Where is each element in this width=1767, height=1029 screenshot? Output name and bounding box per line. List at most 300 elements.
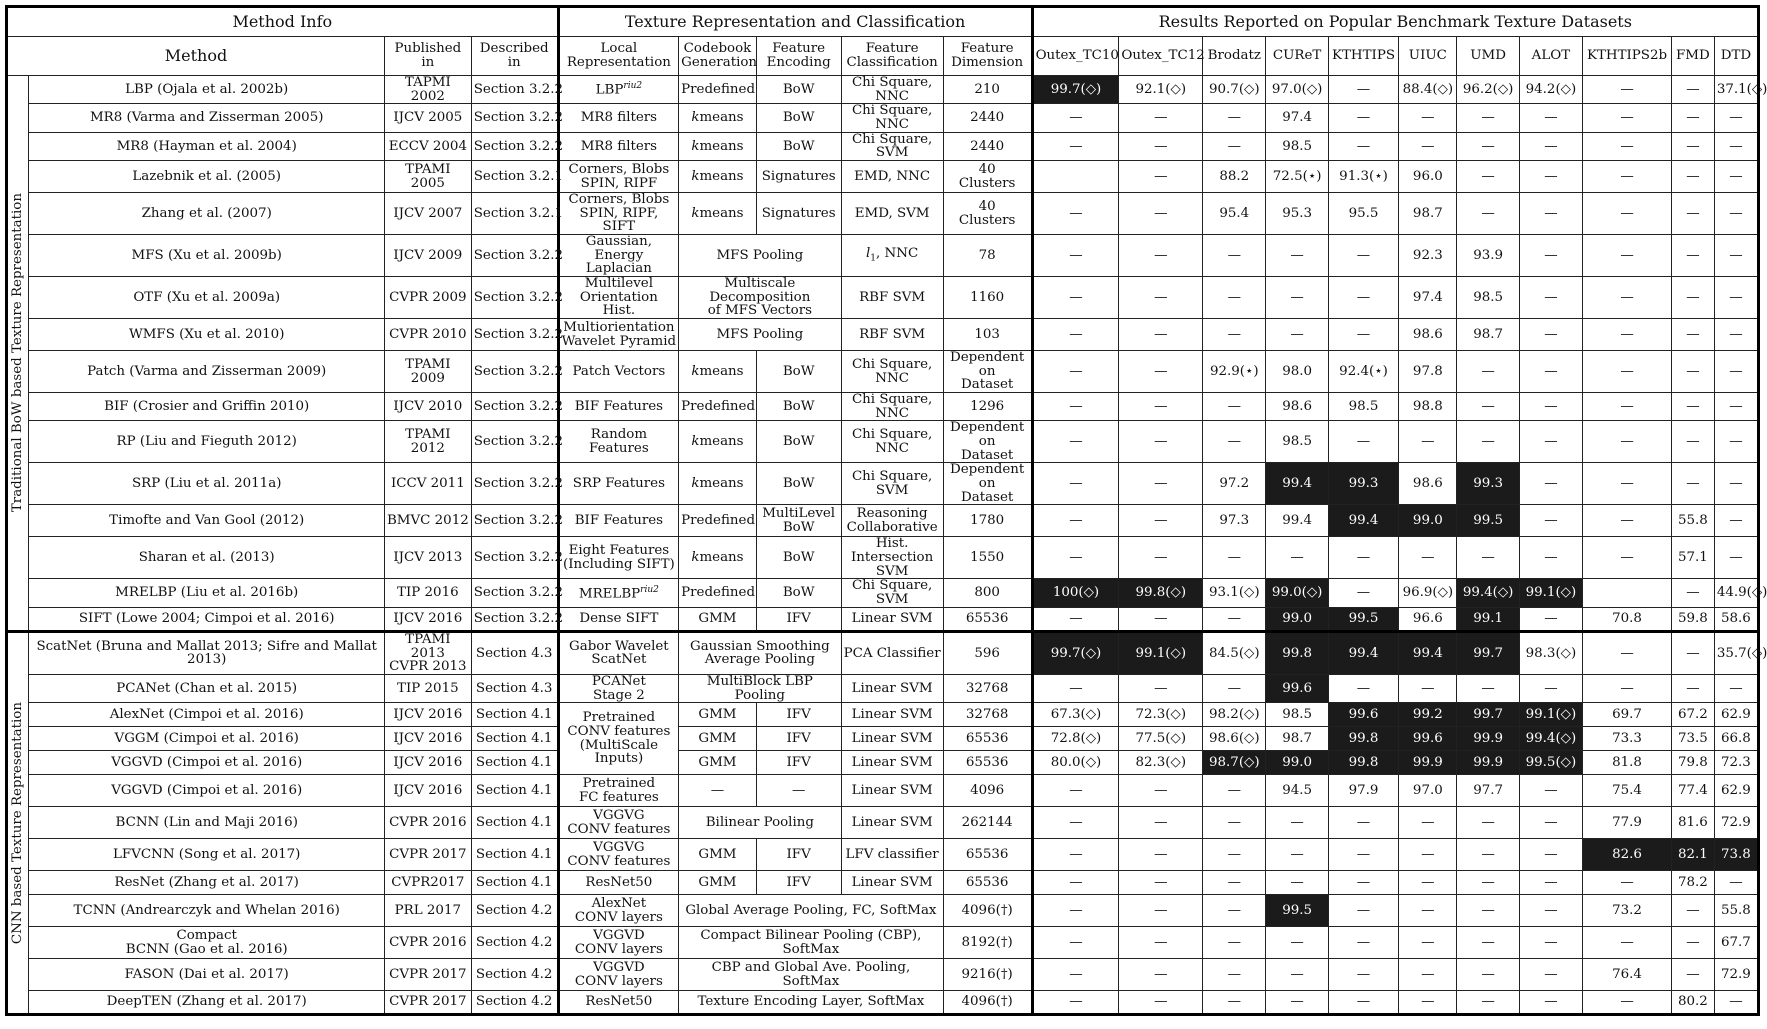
feature-dimension: 2440 <box>943 132 1032 160</box>
described-in: Section 3.2.2 <box>471 579 558 607</box>
result-alot: 94.2(◇) <box>1519 76 1582 104</box>
result-umd: 97.7 <box>1457 775 1519 807</box>
result-fmd: 73.5 <box>1671 727 1714 751</box>
published-in: ICCV 2011 <box>384 463 471 505</box>
result-fmd: — <box>1671 463 1714 505</box>
feature-dimension: 78 <box>943 235 1032 277</box>
result-alot: — <box>1519 193 1582 235</box>
result-kthtips2b: — <box>1583 421 1672 463</box>
result-brodatz: — <box>1203 775 1266 807</box>
result-dtd: 72.9 <box>1714 807 1758 839</box>
published-in: TAPMI 2002 <box>384 76 471 104</box>
feature-dimension: 1296 <box>943 393 1032 421</box>
result-kthtips2b: — <box>1583 871 1672 895</box>
result-brodatz: — <box>1203 235 1266 277</box>
result-curet: — <box>1266 319 1328 351</box>
result-alot: — <box>1519 807 1582 839</box>
described-in: Section 4.2 <box>471 991 558 1015</box>
result-curet: 99.0(◇) <box>1266 579 1328 607</box>
result-umd: — <box>1457 161 1519 193</box>
result-curet: — <box>1266 871 1328 895</box>
result-fmd: — <box>1671 421 1714 463</box>
result-uiuc: 98.6 <box>1399 463 1457 505</box>
column-header-curet: CUReT <box>1266 37 1328 76</box>
feature-classification: Chi Square, SVM <box>841 579 943 607</box>
result-brodatz: 98.2(◇) <box>1203 703 1266 727</box>
result-outex-tc12: — <box>1119 277 1203 319</box>
result-kthtips: — <box>1328 959 1398 991</box>
cnn-row <box>7 807 1759 839</box>
result-umd: — <box>1457 421 1519 463</box>
result-kthtips: 99.4 <box>1328 631 1398 674</box>
bow-row <box>7 393 1759 421</box>
method-name: SRP (Liu et al. 2011a) <box>29 463 384 505</box>
result-umd: — <box>1457 537 1519 579</box>
result-outex-tc12: — <box>1119 393 1203 421</box>
described-in: Section 3.2.1 <box>471 161 558 193</box>
result-outex-tc10: 100(◇) <box>1032 579 1119 607</box>
feature-classification: Chi Square, NNC <box>841 421 943 463</box>
result-kthtips: 99.8 <box>1328 727 1398 751</box>
feature-classification: Chi Square, NNC <box>841 393 943 421</box>
result-brodatz: — <box>1203 104 1266 132</box>
local-representation: $MRELBP^{riu2}$ <box>558 579 679 607</box>
published-in: CVPR 2010 <box>384 319 471 351</box>
column-header-umd: UMD <box>1457 37 1519 76</box>
result-curet: 98.7 <box>1266 727 1328 751</box>
codebook-encoding-merged: MultiBlock LBP Pooling <box>679 674 841 702</box>
result-umd: 99.1 <box>1457 607 1519 631</box>
method-name: VGGVD (Cimpoi et al. 2016) <box>29 751 384 775</box>
group-header-results: Results Reported on Popular Benchmark Texture Datasets <box>1032 7 1758 37</box>
published-in: IJCV 2005 <box>384 104 471 132</box>
result-fmd: 81.6 <box>1671 807 1714 839</box>
result-curet: — <box>1266 991 1328 1015</box>
bow-row <box>7 505 1759 537</box>
result-kthtips: 97.9 <box>1328 775 1398 807</box>
codebook-generation: kmeans <box>679 193 757 235</box>
result-fmd: 79.8 <box>1671 751 1714 775</box>
column-header-outex-tc10: Outex_TC10 <box>1032 37 1119 76</box>
described-in: Section 4.3 <box>471 631 558 674</box>
result-umd: 99.5 <box>1457 505 1519 537</box>
published-in: IJCV 2013 <box>384 537 471 579</box>
method-name: LFVCNN (Song et al. 2017) <box>29 839 384 871</box>
method-name: Timofte and Van Gool (2012) <box>29 505 384 537</box>
feature-dimension: 596 <box>943 631 1032 674</box>
result-dtd: — <box>1714 991 1758 1015</box>
codebook-generation: kmeans <box>679 463 757 505</box>
result-outex-tc12: — <box>1119 351 1203 393</box>
result-outex-tc12: — <box>1119 895 1203 927</box>
local-representation: Patch Vectors <box>558 351 679 393</box>
column-header-fmd: FMD <box>1671 37 1714 76</box>
result-alot: — <box>1519 319 1582 351</box>
result-uiuc: 98.8 <box>1399 393 1457 421</box>
cnn-row <box>7 991 1759 1015</box>
feature-classification: EMD, SVM <box>841 193 943 235</box>
group-header-method-info: Method Info <box>7 7 559 37</box>
bow-row <box>7 277 1759 319</box>
result-outex-tc12: — <box>1119 839 1203 871</box>
result-alot: — <box>1519 927 1582 959</box>
result-outex-tc10: — <box>1032 959 1119 991</box>
result-dtd: 62.9 <box>1714 703 1758 727</box>
result-alot: — <box>1519 674 1582 702</box>
result-dtd: — <box>1714 421 1758 463</box>
feature-classification: Linear SVM <box>841 751 943 775</box>
result-curet: 97.0(◇) <box>1266 76 1328 104</box>
method-name: Compact BCNN (Gao et al. 2016) <box>29 927 384 959</box>
result-uiuc: — <box>1399 807 1457 839</box>
local-representation: Multiorientation Wavelet Pyramid <box>558 319 679 351</box>
result-fmd: — <box>1671 579 1714 607</box>
result-brodatz: — <box>1203 537 1266 579</box>
cnn-row <box>7 727 1759 751</box>
feature-dimension: Dependent on Dataset <box>943 463 1032 505</box>
result-brodatz: — <box>1203 807 1266 839</box>
result-dtd: 73.8 <box>1714 839 1758 871</box>
result-alot: — <box>1519 235 1582 277</box>
result-outex-tc10: — <box>1032 839 1119 871</box>
published-in: TPAMI 2005 <box>384 161 471 193</box>
result-brodatz: 98.6(◇) <box>1203 727 1266 751</box>
codebook-generation: GMM <box>679 751 757 775</box>
result-outex-tc10: — <box>1032 193 1119 235</box>
result-curet: 99.8 <box>1266 631 1328 674</box>
result-umd: — <box>1457 193 1519 235</box>
result-fmd: — <box>1671 674 1714 702</box>
bow-row <box>7 351 1759 393</box>
result-outex-tc12: — <box>1119 537 1203 579</box>
result-outex-tc12: — <box>1119 319 1203 351</box>
feature-classification: EMD, NNC <box>841 161 943 193</box>
feature-dimension: 4096(†) <box>943 991 1032 1015</box>
result-alot: — <box>1519 393 1582 421</box>
result-brodatz: 84.5(◇) <box>1203 631 1266 674</box>
local-representation: VGGVG CONV features <box>558 839 679 871</box>
result-umd: 98.7 <box>1457 319 1519 351</box>
result-fmd: — <box>1671 104 1714 132</box>
result-umd: 99.7 <box>1457 631 1519 674</box>
result-outex-tc10: — <box>1032 319 1119 351</box>
described-in: Section 3.2.2 <box>471 505 558 537</box>
result-kthtips2b: — <box>1583 161 1672 193</box>
method-name: Sharan et al. (2013) <box>29 537 384 579</box>
result-outex-tc12: — <box>1119 421 1203 463</box>
local-representation: Pretrained FC features <box>558 775 679 807</box>
bow-row <box>7 76 1759 104</box>
result-outex-tc10: 67.3(◇) <box>1032 703 1119 727</box>
result-curet: 94.5 <box>1266 775 1328 807</box>
result-uiuc: 97.0 <box>1399 775 1457 807</box>
result-dtd: 72.9 <box>1714 959 1758 991</box>
method-name: Patch (Varma and Zisserman 2009) <box>29 351 384 393</box>
result-kthtips: — <box>1328 871 1398 895</box>
result-outex-tc12: 77.5(◇) <box>1119 727 1203 751</box>
codebook-generation: kmeans <box>679 161 757 193</box>
result-dtd: — <box>1714 319 1758 351</box>
feature-encoding: BoW <box>756 463 841 505</box>
result-kthtips2b: 73.3 <box>1583 727 1672 751</box>
codebook-generation: GMM <box>679 871 757 895</box>
result-alot: — <box>1519 463 1582 505</box>
feature-dimension: 40 Clusters <box>943 161 1032 193</box>
published-in: IJCV 2016 <box>384 775 471 807</box>
codebook-generation: kmeans <box>679 132 757 160</box>
codebook-encoding-merged: Multiscale Decomposition of MFS Vectors <box>679 277 841 319</box>
result-outex-tc10: — <box>1032 895 1119 927</box>
result-outex-tc12: 92.1(◇) <box>1119 76 1203 104</box>
result-umd: 99.3 <box>1457 463 1519 505</box>
result-umd: 93.9 <box>1457 235 1519 277</box>
result-alot: 99.4(◇) <box>1519 727 1582 751</box>
codebook-generation: kmeans <box>679 351 757 393</box>
column-header-feature-encoding: Feature Encoding <box>756 37 841 76</box>
result-dtd: 67.7 <box>1714 927 1758 959</box>
result-dtd: — <box>1714 351 1758 393</box>
codebook-generation: Predefined <box>679 393 757 421</box>
result-kthtips2b: — <box>1583 927 1672 959</box>
described-in: Section 3.2.2 <box>471 104 558 132</box>
result-alot: 99.1(◇) <box>1519 703 1582 727</box>
local-representation: Pretrained CONV features (MultiScale Inputs) <box>558 703 679 775</box>
result-kthtips: — <box>1328 579 1398 607</box>
result-kthtips2b: — <box>1583 132 1672 160</box>
cnn-row <box>7 703 1759 727</box>
described-in: Section 3.2.2 <box>471 235 558 277</box>
feature-dimension: 4096(†) <box>943 895 1032 927</box>
method-name: BCNN (Lin and Maji 2016) <box>29 807 384 839</box>
published-in: IJCV 2016 <box>384 703 471 727</box>
result-alot: — <box>1519 351 1582 393</box>
result-alot: 99.1(◇) <box>1519 579 1582 607</box>
method-name: RP (Liu and Fieguth 2012) <box>29 421 384 463</box>
result-umd: — <box>1457 393 1519 421</box>
feature-encoding: IFV <box>756 727 841 751</box>
method-name: ResNet (Zhang et al. 2017) <box>29 871 384 895</box>
result-kthtips2b: 75.4 <box>1583 775 1672 807</box>
result-brodatz: — <box>1203 674 1266 702</box>
published-in: TPAMI 2012 <box>384 421 471 463</box>
result-fmd: — <box>1671 193 1714 235</box>
published-in: IJCV 2010 <box>384 393 471 421</box>
published-in: CVPR 2017 <box>384 839 471 871</box>
published-in: CVPR 2017 <box>384 991 471 1015</box>
result-fmd: — <box>1671 927 1714 959</box>
described-in: Section 4.1 <box>471 775 558 807</box>
result-kthtips: — <box>1328 839 1398 871</box>
result-umd: 99.7 <box>1457 703 1519 727</box>
result-uiuc: — <box>1399 839 1457 871</box>
described-in: Section 4.1 <box>471 871 558 895</box>
published-in: CVPR2017 <box>384 871 471 895</box>
result-outex-tc10: 99.7(◇) <box>1032 631 1119 674</box>
local-representation: VGGVG CONV features <box>558 807 679 839</box>
feature-dimension: 1160 <box>943 277 1032 319</box>
feature-dimension: 1550 <box>943 537 1032 579</box>
result-dtd: — <box>1714 505 1758 537</box>
result-outex-tc10: — <box>1032 537 1119 579</box>
result-alot: — <box>1519 161 1582 193</box>
feature-encoding: BoW <box>756 579 841 607</box>
published-in: CVPR 2017 <box>384 959 471 991</box>
result-uiuc: 99.4 <box>1399 631 1457 674</box>
local-representation: Corners, Blobs SPIN, RIPF <box>558 161 679 193</box>
method-name: FASON (Dai et al. 2017) <box>29 959 384 991</box>
codebook-generation: Predefined <box>679 505 757 537</box>
feature-encoding: BoW <box>756 393 841 421</box>
feature-classification: Linear SVM <box>841 871 943 895</box>
result-alot: — <box>1519 959 1582 991</box>
result-fmd: 77.4 <box>1671 775 1714 807</box>
method-name: LBP (Ojala et al. 2002b) <box>29 76 384 104</box>
result-brodatz: 93.1(◇) <box>1203 579 1266 607</box>
cnn-section-label: CNN based Texture Representation <box>7 631 29 1014</box>
result-outex-tc10: — <box>1032 393 1119 421</box>
feature-classification: LFV classifier <box>841 839 943 871</box>
result-outex-tc12: — <box>1119 161 1203 193</box>
published-in: TIP 2016 <box>384 579 471 607</box>
published-in: IJCV 2007 <box>384 193 471 235</box>
feature-dimension: 32768 <box>943 674 1032 702</box>
local-representation: SRP Features <box>558 463 679 505</box>
result-dtd: — <box>1714 193 1758 235</box>
result-fmd: — <box>1671 235 1714 277</box>
result-alot: — <box>1519 277 1582 319</box>
result-fmd: 80.2 <box>1671 991 1714 1015</box>
described-in: Section 4.3 <box>471 674 558 702</box>
result-kthtips: 99.3 <box>1328 463 1398 505</box>
feature-classification: Linear SVM <box>841 607 943 631</box>
described-in: Section 3.2.2 <box>471 76 558 104</box>
feature-dimension: 8192(†) <box>943 927 1032 959</box>
feature-encoding: BoW <box>756 104 841 132</box>
result-curet: 98.5 <box>1266 132 1328 160</box>
method-name: ScatNet (Bruna and Mallat 2013; Sifre and Mallat 2013) <box>29 631 384 674</box>
result-outex-tc10: — <box>1032 505 1119 537</box>
column-header-method: Method <box>7 37 385 76</box>
published-in: CVPR 2016 <box>384 807 471 839</box>
result-outex-tc10: 72.8(◇) <box>1032 727 1119 751</box>
feature-encoding: IFV <box>756 839 841 871</box>
described-in: Section 3.2.2 <box>471 319 558 351</box>
result-kthtips2b: 82.6 <box>1583 839 1672 871</box>
result-curet: 98.5 <box>1266 703 1328 727</box>
result-kthtips: 95.5 <box>1328 193 1398 235</box>
result-umd: — <box>1457 839 1519 871</box>
result-outex-tc12: — <box>1119 104 1203 132</box>
result-outex-tc10: — <box>1032 991 1119 1015</box>
result-kthtips2b: — <box>1583 319 1672 351</box>
codebook-generation: kmeans <box>679 421 757 463</box>
result-curet: 98.0 <box>1266 351 1328 393</box>
feature-classification: Chi Square, NNC <box>841 76 943 104</box>
result-kthtips2b: — <box>1583 76 1672 104</box>
column-header-described-in: Described in <box>471 37 558 76</box>
result-kthtips: — <box>1328 235 1398 277</box>
described-in: Section 3.2.1 <box>471 193 558 235</box>
result-fmd: — <box>1671 132 1714 160</box>
result-outex-tc10: — <box>1032 132 1119 160</box>
result-outex-tc10: — <box>1032 807 1119 839</box>
result-umd: — <box>1457 927 1519 959</box>
published-in: PRL 2017 <box>384 895 471 927</box>
result-outex-tc10: — <box>1032 463 1119 505</box>
result-outex-tc10: — <box>1032 235 1119 277</box>
feature-encoding: BoW <box>756 421 841 463</box>
result-umd: 99.9 <box>1457 751 1519 775</box>
result-kthtips2b <box>1583 579 1672 607</box>
result-curet: 99.0 <box>1266 751 1328 775</box>
result-brodatz: — <box>1203 895 1266 927</box>
described-in: Section 4.1 <box>471 703 558 727</box>
column-header-feature-classification: Feature Classification <box>841 37 943 76</box>
feature-encoding: BoW <box>756 537 841 579</box>
feature-dimension: 40 Clusters <box>943 193 1032 235</box>
result-outex-tc12: — <box>1119 959 1203 991</box>
result-brodatz: 90.7(◇) <box>1203 76 1266 104</box>
result-brodatz: 88.2 <box>1203 161 1266 193</box>
result-kthtips2b: — <box>1583 537 1672 579</box>
result-fmd: — <box>1671 959 1714 991</box>
feature-encoding: Signatures <box>756 161 841 193</box>
result-umd: 98.5 <box>1457 277 1519 319</box>
result-kthtips: — <box>1328 132 1398 160</box>
result-kthtips2b: — <box>1583 277 1672 319</box>
result-outex-tc12: — <box>1119 505 1203 537</box>
result-outex-tc12: 72.3(◇) <box>1119 703 1203 727</box>
local-representation: ResNet50 <box>558 991 679 1015</box>
local-representation: VGGVD CONV layers <box>558 927 679 959</box>
result-curet: — <box>1266 537 1328 579</box>
feature-encoding: IFV <box>756 703 841 727</box>
bow-row <box>7 104 1759 132</box>
result-brodatz: — <box>1203 319 1266 351</box>
result-fmd: — <box>1671 895 1714 927</box>
result-outex-tc12: — <box>1119 807 1203 839</box>
result-alot: — <box>1519 607 1582 631</box>
result-fmd: 67.2 <box>1671 703 1714 727</box>
method-name: TCNN (Andrearczyk and Whelan 2016) <box>29 895 384 927</box>
cnn-row <box>7 839 1759 871</box>
described-in: Section 3.2.2 <box>471 132 558 160</box>
feature-dimension: Dependent on Dataset <box>943 421 1032 463</box>
result-umd: 99.9 <box>1457 727 1519 751</box>
result-outex-tc12: 82.3(◇) <box>1119 751 1203 775</box>
result-kthtips: — <box>1328 674 1398 702</box>
result-dtd: 37.1(◇) <box>1714 76 1758 104</box>
result-kthtips2b: — <box>1583 104 1672 132</box>
result-uiuc: — <box>1399 927 1457 959</box>
result-kthtips: 92.4(⋆) <box>1328 351 1398 393</box>
result-brodatz: 95.4 <box>1203 193 1266 235</box>
result-kthtips2b: — <box>1583 463 1672 505</box>
codebook-generation: GMM <box>679 727 757 751</box>
feature-classification: Linear SVM <box>841 703 943 727</box>
result-kthtips2b: 70.8 <box>1583 607 1672 631</box>
result-fmd: 78.2 <box>1671 871 1714 895</box>
result-brodatz: 98.7(◇) <box>1203 751 1266 775</box>
result-dtd: — <box>1714 674 1758 702</box>
result-dtd: — <box>1714 393 1758 421</box>
result-outex-tc10: — <box>1032 927 1119 959</box>
result-kthtips: 99.5 <box>1328 607 1398 631</box>
feature-classification: PCA Classifier <box>841 631 943 674</box>
result-uiuc: — <box>1399 104 1457 132</box>
feature-dimension: 4096 <box>943 775 1032 807</box>
result-dtd: — <box>1714 277 1758 319</box>
